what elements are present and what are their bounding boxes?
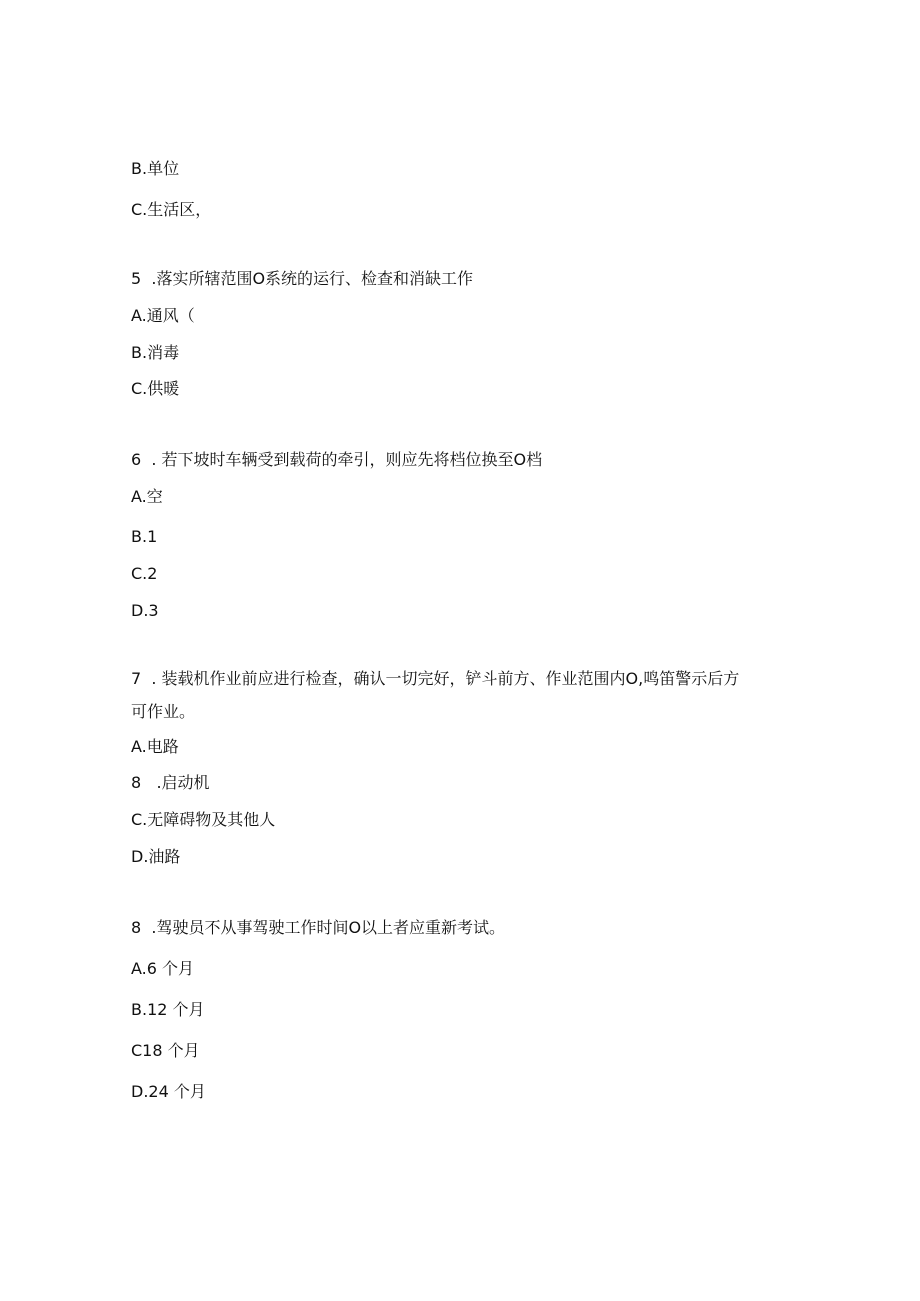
q7-question-line1: 7 . 装载机作业前应进行检查，确认一切完好，铲斗前方、作业范围内O,鸣笛警示后方 [131, 669, 740, 688]
q7-option-d: D.油路 [131, 847, 181, 866]
q6-option-d: D.3 [131, 601, 159, 620]
q8-option-c: C18 个月 [131, 1041, 200, 1060]
q5-question: 5 .落实所辖范围O系统的运行、检查和消缺工作 [131, 269, 474, 288]
q8-option-b: B.12 个月 [131, 1000, 205, 1019]
q7-option-c: C.无障碍物及其他人 [131, 810, 276, 829]
q4-option-c: C.生活区， [131, 200, 212, 219]
q8-option-a: A.6 个月 [131, 959, 195, 978]
q6-question: 6 . 若下坡时车辆受到载荷的牵引，则应先将档位换至O档 [131, 450, 543, 469]
q4-option-b: B.单位 [131, 159, 180, 178]
q5-option-c: C.供暖 [131, 379, 180, 398]
q7-option-a: A.电路 [131, 737, 179, 756]
q5-option-a: A.通风（ [131, 306, 195, 325]
q7-option-b: 8 .启动机 [131, 773, 210, 792]
q8-question: 8 .驾驶员不从事驾驶工作时间O以上者应重新考试。 [131, 918, 506, 937]
q8-option-d: D.24 个月 [131, 1082, 206, 1101]
q5-option-b: B.消毒 [131, 343, 180, 362]
q6-option-c: C.2 [131, 564, 158, 583]
q6-option-b: B.1 [131, 527, 158, 546]
q7-question-line2: 可作业。 [131, 702, 196, 721]
q6-option-a: A.空 [131, 487, 163, 506]
